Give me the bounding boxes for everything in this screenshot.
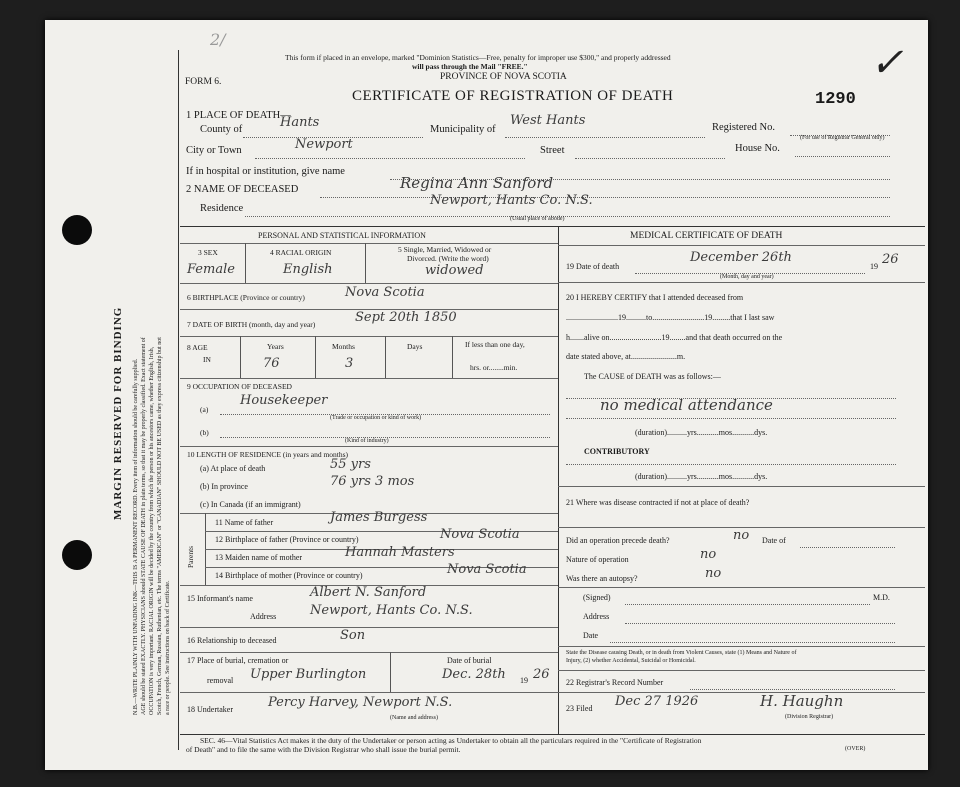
- nb-line-3: OCCUPATION is very important. RACIAL ORIGIN will be decided by the country from which the person or his ancestors came, whether English, Irish,: [149, 346, 155, 715]
- occupation-b: (b): [200, 428, 209, 437]
- hospital-label: If in hospital or institution, give name: [186, 166, 345, 177]
- res-place-value: 55 yrs: [330, 457, 371, 472]
- certify-line-1: 20 I HEREBY CERTIFY that I attended deceased from: [566, 293, 744, 302]
- city-value: Newport: [295, 137, 353, 152]
- physician-address-label: Address: [583, 612, 610, 621]
- mother-label: 13 Maiden name of mother: [215, 553, 303, 562]
- mail-notice-2: will pass through the Mail "FREE.": [412, 62, 528, 71]
- street-label: Street: [540, 145, 565, 156]
- section-46-line-2: of Death" and to file the same with the Division Registrar who shall issue the burial permit.: [186, 745, 461, 754]
- certificate-number: 1290: [815, 90, 856, 109]
- nb-line-5: a race or people. See instructions on back of Certificate.: [165, 580, 171, 715]
- county-value: Hants: [280, 115, 320, 130]
- sex-value: Female: [187, 262, 235, 277]
- form-number: FORM 6.: [185, 77, 222, 87]
- burial-date-label: Date of burial: [447, 656, 492, 665]
- residence-note: (Usual place of abode): [510, 216, 565, 222]
- burial-label-1: 17 Place of burial, cremation or: [187, 656, 289, 665]
- informant-address-label: Address: [250, 612, 277, 621]
- deceased-name-value: Regina Ann Sanford: [400, 174, 554, 192]
- marital-label-2: Divorced. (Write the word): [407, 254, 489, 263]
- registrar-signature: H. Haughn: [760, 692, 844, 710]
- signed-label: (Signed): [583, 593, 611, 602]
- contributory-label: CONTRIBUTORY: [584, 447, 650, 456]
- residence-label: Residence: [200, 203, 244, 214]
- dob-value: Sept 20th 1850: [355, 310, 457, 325]
- mother-birthplace-label: 14 Birthplace of mother (Province or country): [215, 571, 363, 580]
- cause-of-death-label: The CAUSE of DEATH was as follows:—: [584, 372, 721, 381]
- county-label: County of: [200, 124, 243, 135]
- certify-line-2: ..........................19..........to..........................19.........that I last saw: [566, 313, 775, 322]
- father-birthplace-value: Nova Scotia: [440, 527, 520, 542]
- certify-line-4: date stated above, at.......................m.: [566, 352, 686, 361]
- section-46-line-1: SEC. 46—Vital Statistics Act makes it the duty of the Undertaker or person acting as Undertaker to obtain all the particulars required in the "Certificate of Registration: [200, 736, 702, 745]
- birthplace-label: 6 BIRTHPLACE (Province or country): [187, 293, 305, 302]
- birthplace-value: Nova Scotia: [345, 285, 425, 300]
- mail-notice-1: This form if placed in an envelope, marked "Dominion Statistics—Free, penalty for improper use $300," and properly addressed: [285, 53, 671, 62]
- racial-origin-value: English: [283, 262, 333, 277]
- nb-line-1: N.B.—WRITE PLAINLY WITH UNFADING INK—THIS IS A PERMANENT RECORD. Every item of information should be carefully supplied.: [133, 358, 139, 715]
- marital-value: widowed: [425, 263, 484, 278]
- age-years-value: 76: [263, 356, 280, 371]
- nb-line-4: Scotch, French, German, Russian, Ruthenian, etc. The terms "AMERICAN" or "CANADIAN" SHOULD NOT BE USED as they express citizenship but not: [157, 337, 163, 715]
- days-label: Days: [407, 342, 423, 351]
- father-label: 11 Name of father: [215, 518, 274, 527]
- medical-section-title: MEDICAL CERTIFICATE OF DEATH: [630, 231, 783, 241]
- binder-hole-top: [62, 215, 92, 245]
- operation-nature-value: no: [700, 547, 717, 562]
- burial-date-value: Dec. 28th: [442, 667, 506, 682]
- burial-year-value: 26: [533, 667, 550, 682]
- relationship-value: Son: [340, 628, 366, 643]
- autopsy-label: Was there an autopsy?: [566, 574, 638, 583]
- res-province-value: 76 yrs 3 mos: [330, 474, 415, 489]
- months-label: Months: [332, 342, 355, 351]
- occupation-label: 9 OCCUPATION OF DECEASED: [187, 382, 292, 391]
- date-of-death-label: 19 Date of death: [566, 262, 620, 271]
- occupation-value: Housekeeper: [240, 393, 328, 408]
- res-canada-label: (c) In Canada (if an immigrant): [200, 500, 301, 509]
- margin-rule: [178, 50, 179, 750]
- deceased-name-label: 2 NAME OF DECEASED: [186, 184, 299, 195]
- marital-label-1: 5 Single, Married, Widowed or: [398, 245, 492, 254]
- filed-date-value: Dec 27 1926: [615, 694, 699, 709]
- filed-label: 23 Filed: [566, 704, 593, 713]
- informant-address-value: Newport, Hants Co. N.S.: [310, 603, 473, 618]
- father-birthplace-label: 12 Birthplace of father (Province or country): [215, 535, 359, 544]
- father-value: James Burgess: [330, 510, 428, 525]
- mother-birthplace-value: Nova Scotia: [447, 562, 527, 577]
- registrar-only-note: (For use of Registrar General only): [800, 135, 885, 141]
- personal-section-title: PERSONAL AND STATISTICAL INFORMATION: [258, 231, 426, 240]
- industry-note: (Kind of industry): [345, 438, 389, 444]
- undertaker-value: Percy Harvey, Newport N.S.: [268, 695, 453, 710]
- province-heading: PROVINCE OF NOVA SCOTIA: [440, 72, 567, 82]
- res-place-label: (a) At place of death: [200, 464, 266, 473]
- burial-place-value: Upper Burlington: [250, 667, 367, 682]
- years-label: Years: [267, 342, 284, 351]
- md-label: M.D.: [873, 593, 890, 602]
- check-mark-icon: ✓: [870, 40, 904, 86]
- autopsy-value: no: [705, 566, 722, 581]
- certify-line-3: h.......alive on..........................19........and that death occurred on the: [566, 333, 783, 342]
- operation-value: no: [733, 528, 750, 543]
- occupation-note: (Trade or occupation or kind of work): [330, 415, 422, 421]
- duration-line-1: (duration)..........yrs...........mos...........dys.: [635, 428, 768, 437]
- binding-margin-label: MARGIN RESERVED FOR BINDING: [112, 306, 124, 520]
- occupation-a: (a): [200, 405, 209, 414]
- over-note: (OVER): [845, 746, 866, 752]
- record-number-label: 22 Registrar's Record Number: [566, 678, 664, 687]
- mother-value: Hannah Masters: [345, 545, 455, 560]
- page-title: CERTIFICATE OF REGISTRATION OF DEATH: [352, 88, 674, 104]
- relationship-label: 16 Relationship to deceased: [187, 636, 277, 645]
- physician-date-label: Date: [583, 631, 599, 640]
- operation-date-label: Date of: [762, 536, 786, 545]
- binder-hole-bottom: [62, 540, 92, 570]
- duration-line-2: (duration)..........yrs...........mos...........dys.: [635, 472, 768, 481]
- violent-cause-note-2: Injury, (2) whether Accidental, Suicidal or Homicidal.: [566, 658, 696, 664]
- hrs-min-label: hrs. or........min.: [470, 363, 518, 372]
- date-of-death-value: December 26th: [690, 250, 792, 265]
- burial-label-2: removal: [207, 676, 234, 685]
- violent-cause-note-1: State the Disease causing Death, or in death from Violent Causes, state (1) Means and Nature of: [566, 650, 797, 656]
- municipality-label: Municipality of: [430, 124, 496, 135]
- less-than-day-label: If less than one day,: [465, 340, 525, 349]
- residence-value: Newport, Hants Co. N.S.: [430, 193, 593, 208]
- operation-nature-label: Nature of operation: [566, 555, 629, 564]
- place-of-death-label: 1 PLACE OF DEATH—: [186, 110, 291, 121]
- cause-of-death-value: no medical attendance: [600, 396, 773, 414]
- death-year-value: 26: [882, 252, 899, 267]
- city-label: City or Town: [186, 145, 242, 156]
- date-of-death-note: (Month, day and year): [720, 274, 774, 280]
- stamp-mark: 2/: [210, 30, 226, 49]
- undertaker-note: (Name and address): [390, 715, 438, 721]
- sex-label: 3 SEX: [198, 248, 218, 257]
- operation-label: Did an operation precede death?: [566, 536, 670, 545]
- municipality-value: West Hants: [510, 113, 586, 128]
- parents-label: Parents: [186, 545, 195, 568]
- nb-line-2: AGE should be stated EXACTLY. PHYSICIANS should STATE CAUSE OF DEATH in plain terms, so that it may be properly classified. Exact statement of: [141, 337, 147, 715]
- dob-label: 7 DATE OF BIRTH (month, day and year): [187, 320, 316, 329]
- registered-no-label: Registered No.: [712, 122, 775, 133]
- age-months-value: 3: [345, 356, 354, 371]
- division-registrar-note: (Division Registrar): [785, 714, 834, 720]
- undertaker-label: 18 Undertaker: [187, 705, 233, 714]
- residence-length-label: 10 LENGTH OF RESIDENCE (in years and months): [187, 450, 349, 459]
- burial-year-prefix: 19: [520, 676, 528, 685]
- age-label: 8 AGE: [187, 343, 208, 352]
- age-in-label: IN: [203, 355, 211, 364]
- racial-origin-label: 4 RACIAL ORIGIN: [270, 248, 332, 257]
- death-year-prefix: 19: [870, 262, 878, 271]
- contracted-label: 21 Where was disease contracted if not at place of death?: [566, 498, 750, 507]
- res-province-label: (b) In province: [200, 482, 248, 491]
- informant-value: Albert N. Sanford: [310, 585, 427, 600]
- informant-label: 15 Informant's name: [187, 594, 253, 603]
- house-no-label: House No.: [735, 143, 780, 154]
